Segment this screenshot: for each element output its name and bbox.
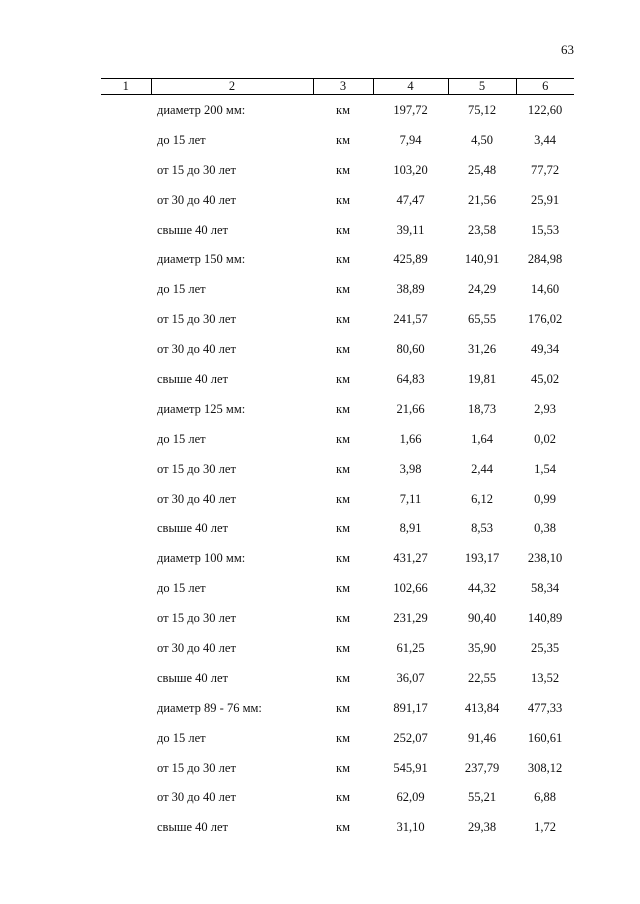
- row-index-cell: [101, 484, 151, 514]
- table-row: [101, 633, 574, 663]
- row-index-cell: [101, 693, 151, 723]
- table-row: [101, 782, 574, 812]
- row-index-cell: [101, 753, 151, 783]
- row-value-col4: 102,66: [393, 581, 428, 596]
- row-index-cell: [101, 364, 151, 394]
- row-unit: км: [336, 192, 350, 207]
- table-row: [101, 155, 574, 185]
- row-unit: км: [336, 670, 350, 685]
- row-value-col5: 31,26: [467, 342, 497, 357]
- row-value-col6: 77,72: [530, 162, 560, 177]
- row-value-col4: 47,47: [396, 192, 425, 207]
- table-body: [101, 95, 574, 843]
- row-label: диаметр 125 мм:: [157, 401, 246, 416]
- row-value-col4: 425,89: [393, 252, 428, 267]
- row-value-col5: 18,73: [467, 401, 497, 416]
- row-unit: км: [336, 491, 350, 506]
- row-index-cell: [101, 603, 151, 633]
- row-unit: км: [336, 102, 350, 117]
- row-label: до 15 лет: [157, 282, 206, 297]
- row-value-col6: 140,89: [527, 611, 563, 626]
- row-value-col4: 431,27: [393, 551, 428, 566]
- row-label: свыше 40 лет: [157, 371, 229, 386]
- row-value-col4: 38,89: [396, 282, 425, 297]
- row-value-col5: 75,12: [467, 102, 497, 117]
- table-row: [101, 364, 574, 394]
- row-value-col6: 308,12: [527, 760, 563, 775]
- row-label: от 30 до 40 лет: [157, 342, 236, 357]
- row-label: от 15 до 30 лет: [157, 162, 236, 177]
- row-value-col5: 21,56: [467, 192, 497, 207]
- row-value-col4: 252,07: [393, 730, 428, 745]
- row-value-col6: 1,72: [534, 820, 556, 835]
- row-unit: км: [336, 790, 350, 805]
- row-unit: км: [336, 521, 350, 536]
- row-value-col4: 231,29: [393, 611, 428, 626]
- row-value-col4: 62,09: [396, 790, 425, 805]
- row-index-cell: [101, 215, 151, 245]
- row-value-col4: 8,91: [399, 521, 422, 536]
- table-row: [101, 693, 574, 723]
- row-value-col5: 193,17: [464, 551, 500, 566]
- row-value-col5: 413,84: [464, 700, 500, 715]
- column-header: 1: [101, 79, 151, 95]
- table-row: [101, 513, 574, 543]
- row-value-col6: 14,60: [530, 282, 560, 297]
- row-index-cell: [101, 334, 151, 364]
- row-index-cell: [101, 394, 151, 424]
- row-index-cell: [101, 304, 151, 334]
- row-value-col6: 122,60: [527, 102, 563, 117]
- row-value-col6: 25,35: [530, 640, 560, 655]
- row-index-cell: [101, 244, 151, 274]
- table-row: [101, 304, 574, 334]
- row-value-col5: 6,12: [471, 491, 493, 506]
- table-row: [101, 334, 574, 364]
- row-label: от 30 до 40 лет: [157, 640, 236, 655]
- row-value-col6: 0,02: [534, 431, 556, 446]
- table-row: [101, 95, 574, 125]
- row-unit: км: [336, 252, 350, 267]
- row-label: диаметр 89 - 76 мм:: [157, 700, 262, 715]
- row-label: от 15 до 30 лет: [157, 760, 236, 775]
- row-index-cell: [101, 543, 151, 573]
- row-label: диаметр 100 мм:: [157, 551, 246, 566]
- row-value-col6: 3,44: [534, 132, 556, 147]
- row-value-col5: 22,55: [467, 670, 497, 685]
- row-index-cell: [101, 782, 151, 812]
- row-value-col6: 0,38: [534, 521, 556, 536]
- row-unit: км: [336, 730, 350, 745]
- row-value-col5: 35,90: [467, 640, 497, 655]
- row-value-col5: 29,38: [467, 820, 497, 835]
- row-value-col6: 6,88: [534, 790, 556, 805]
- row-unit: км: [336, 371, 350, 386]
- row-value-col6: 1,54: [534, 461, 556, 476]
- row-value-col5: 25,48: [467, 162, 497, 177]
- row-value-col4: 7,11: [399, 491, 422, 506]
- row-label: свыше 40 лет: [157, 670, 229, 685]
- row-index-cell: [101, 723, 151, 753]
- row-value-col4: 31,10: [396, 820, 425, 835]
- row-value-col5: 65,55: [467, 312, 497, 327]
- row-label: свыше 40 лет: [157, 222, 229, 237]
- row-value-col6: 25,91: [530, 192, 560, 207]
- row-label: свыше 40 лет: [157, 820, 229, 835]
- row-value-col6: 13,52: [530, 670, 560, 685]
- row-unit: км: [336, 820, 350, 835]
- row-value-col4: 891,17: [393, 700, 428, 715]
- row-value-col5: 4,50: [471, 132, 493, 147]
- row-unit: км: [336, 342, 350, 357]
- row-unit: км: [336, 132, 350, 147]
- table-header: [101, 79, 574, 95]
- row-unit: км: [336, 401, 350, 416]
- row-unit: км: [336, 222, 350, 237]
- row-value-col4: 103,20: [393, 162, 428, 177]
- table-row: [101, 723, 574, 753]
- row-unit: км: [336, 461, 350, 476]
- row-index-cell: [101, 424, 151, 454]
- row-value-col4: 1,66: [399, 431, 422, 446]
- row-label: до 15 лет: [157, 431, 206, 446]
- row-label: диаметр 150 мм:: [157, 252, 246, 267]
- row-label: свыше 40 лет: [157, 521, 229, 536]
- table-row: [101, 125, 574, 155]
- row-label: от 30 до 40 лет: [157, 491, 236, 506]
- table-row: [101, 603, 574, 633]
- table-row: [101, 663, 574, 693]
- row-value-col4: 7,94: [399, 132, 422, 147]
- row-label: от 15 до 30 лет: [157, 312, 236, 327]
- row-value-col6: 15,53: [530, 222, 560, 237]
- row-value-col5: 2,44: [471, 461, 493, 476]
- row-index-cell: [101, 274, 151, 304]
- row-value-col5: 23,58: [467, 222, 497, 237]
- row-index-cell: [101, 633, 151, 663]
- row-index-cell: [101, 155, 151, 185]
- table-row: [101, 573, 574, 603]
- row-value-col5: 1,64: [471, 431, 493, 446]
- row-label: от 15 до 30 лет: [157, 611, 236, 626]
- table-row: [101, 244, 574, 274]
- row-label: от 15 до 30 лет: [157, 461, 236, 476]
- row-value-col5: 55,21: [467, 790, 497, 805]
- row-value-col5: 44,32: [467, 581, 497, 596]
- row-label: от 30 до 40 лет: [157, 790, 236, 805]
- row-value-col6: 160,61: [527, 730, 563, 745]
- row-value-col6: 45,02: [530, 371, 560, 386]
- column-header: 6: [516, 79, 574, 95]
- row-value-col6: 284,98: [527, 252, 563, 267]
- table-row: [101, 274, 574, 304]
- row-label: до 15 лет: [157, 581, 206, 596]
- table-row: [101, 484, 574, 514]
- row-unit: км: [336, 312, 350, 327]
- header-row: [101, 79, 574, 95]
- column-header: 5: [448, 79, 516, 95]
- row-value-col4: 545,91: [393, 760, 428, 775]
- row-value-col4: 80,60: [396, 342, 425, 357]
- row-index-cell: [101, 573, 151, 603]
- table-row: [101, 215, 574, 245]
- data-table: [101, 78, 574, 842]
- table-row: [101, 454, 574, 484]
- row-value-col4: 61,25: [396, 640, 425, 655]
- row-unit: км: [336, 700, 350, 715]
- row-index-cell: [101, 125, 151, 155]
- table-row: [101, 753, 574, 783]
- row-unit: км: [336, 282, 350, 297]
- row-index-cell: [101, 185, 151, 215]
- row-value-col6: 58,34: [530, 581, 560, 596]
- row-unit: км: [336, 162, 350, 177]
- row-value-col4: 241,57: [393, 312, 428, 327]
- row-value-col4: 39,11: [396, 222, 425, 237]
- row-value-col5: 91,46: [467, 730, 497, 745]
- table-row: [101, 812, 574, 842]
- row-index-cell: [101, 95, 151, 125]
- row-unit: км: [336, 431, 350, 446]
- column-header: 4: [373, 79, 448, 95]
- row-label: диаметр 200 мм:: [157, 102, 246, 117]
- row-value-col4: 36,07: [396, 670, 425, 685]
- row-label: до 15 лет: [157, 132, 206, 147]
- column-header: 3: [313, 79, 373, 95]
- row-unit: км: [336, 551, 350, 566]
- page-number: 63: [561, 42, 574, 57]
- row-value-col6: 0,99: [534, 491, 556, 506]
- table-row: [101, 543, 574, 573]
- row-value-col5: 140,91: [464, 252, 500, 267]
- row-value-col5: 8,53: [471, 521, 493, 536]
- row-index-cell: [101, 454, 151, 484]
- row-value-col4: 21,66: [396, 401, 425, 416]
- row-label: от 30 до 40 лет: [157, 192, 236, 207]
- table-row: [101, 185, 574, 215]
- table-row: [101, 424, 574, 454]
- row-value-col6: 477,33: [527, 700, 563, 715]
- table-row: [101, 394, 574, 424]
- column-header: 2: [151, 79, 313, 95]
- row-value-col4: 64,83: [396, 371, 425, 386]
- row-value-col4: 197,72: [393, 102, 428, 117]
- row-value-col6: 238,10: [527, 551, 563, 566]
- row-unit: км: [336, 760, 350, 775]
- row-value-col6: 49,34: [530, 342, 560, 357]
- row-index-cell: [101, 513, 151, 543]
- row-index-cell: [101, 812, 151, 842]
- row-value-col6: 176,02: [527, 312, 563, 327]
- row-value-col4: 3,98: [399, 461, 422, 476]
- row-value-col5: 24,29: [467, 282, 497, 297]
- row-unit: км: [336, 640, 350, 655]
- row-value-col5: 237,79: [464, 760, 500, 775]
- row-value-col5: 90,40: [467, 611, 497, 626]
- row-index-cell: [101, 663, 151, 693]
- row-label: до 15 лет: [157, 730, 206, 745]
- row-unit: км: [336, 581, 350, 596]
- row-value-col5: 19,81: [467, 371, 497, 386]
- row-unit: км: [336, 611, 350, 626]
- row-value-col6: 2,93: [534, 401, 556, 416]
